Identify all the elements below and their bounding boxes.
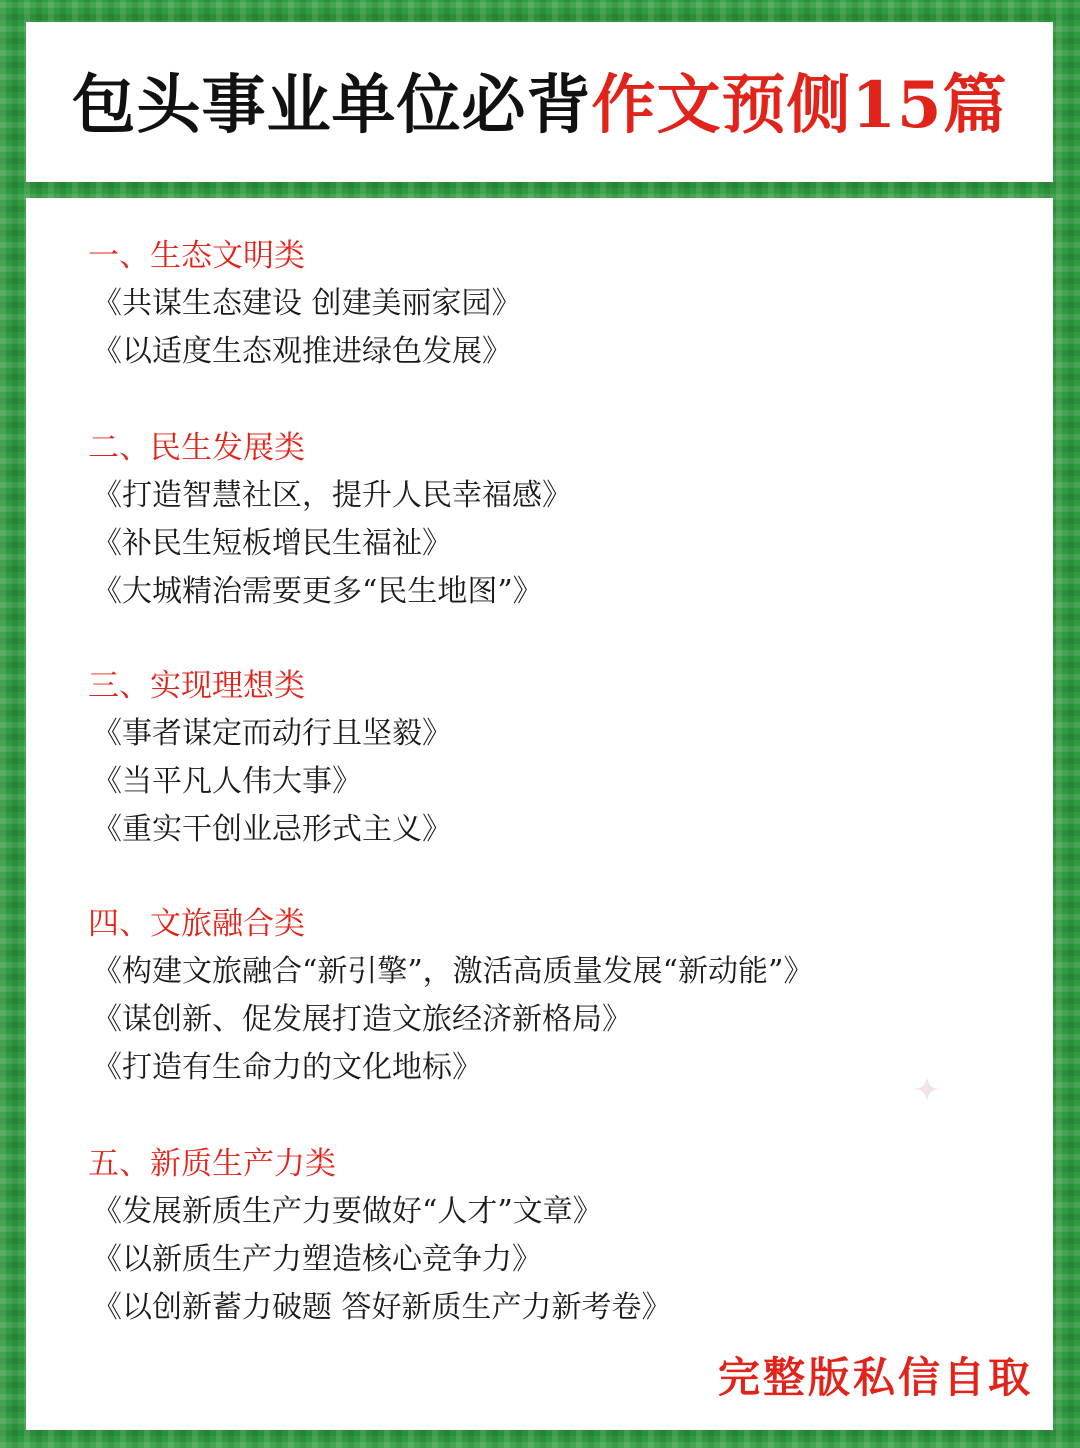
footer-note: 完整版私信自取 — [717, 1353, 1033, 1402]
sparkle-icon — [914, 1076, 940, 1102]
section-heading: 三、实现理想类 — [88, 668, 305, 704]
essay-title: 《补民生短板增民生福祉》 — [92, 526, 452, 561]
title-black-part: 包头事业单位必背 — [71, 68, 592, 143]
essay-title: 《谋创新、促发展打造文旅经济新格局》 — [92, 1002, 632, 1037]
page-title — [26, 68, 1053, 144]
essay-title: 《以新质生产力塑造核心竞争力》 — [92, 1242, 542, 1277]
title-banner — [26, 22, 1053, 182]
essay-title: 《当平凡人伟大事》 — [92, 764, 362, 799]
content-panel — [26, 198, 1053, 1430]
essay-title: 《以适度生态观推进绿色发展》 — [92, 334, 512, 369]
section-heading: 四、文旅融合类 — [88, 906, 305, 942]
essay-title: 《重实干创业忌形式主义》 — [92, 812, 452, 847]
essay-title: 《构建文旅融合“新引擎”，激活高质量发展“新动能”》 — [92, 954, 814, 989]
title-red-part: 作文预侧15篇 — [591, 68, 1008, 143]
section-heading: 五、新质生产力类 — [88, 1146, 336, 1182]
essay-title: 《共谋生态建设 创建美丽家园》 — [92, 286, 522, 321]
essay-title: 《打造智慧社区，提升人民幸福感》 — [92, 478, 572, 513]
section-culture-tourism — [88, 900, 1033, 1092]
section-ideals — [88, 662, 1033, 854]
section-heading: 二、民生发展类 — [88, 430, 305, 466]
section-heading: 一、生态文明类 — [88, 238, 305, 274]
section-ecology — [88, 232, 1033, 376]
section-livelihood — [88, 424, 1033, 616]
essay-title: 《大城精治需要更多“民生地图”》 — [92, 574, 543, 609]
essay-title: 《事者谋定而动行且坚毅》 — [92, 716, 452, 751]
essay-title: 《发展新质生产力要做好“人才”文章》 — [92, 1194, 603, 1229]
section-new-productivity — [88, 1140, 1033, 1332]
essay-title: 《打造有生命力的文化地标》 — [92, 1050, 482, 1085]
essay-title: 《以创新蓄力破题 答好新质生产力新考卷》 — [92, 1290, 672, 1325]
